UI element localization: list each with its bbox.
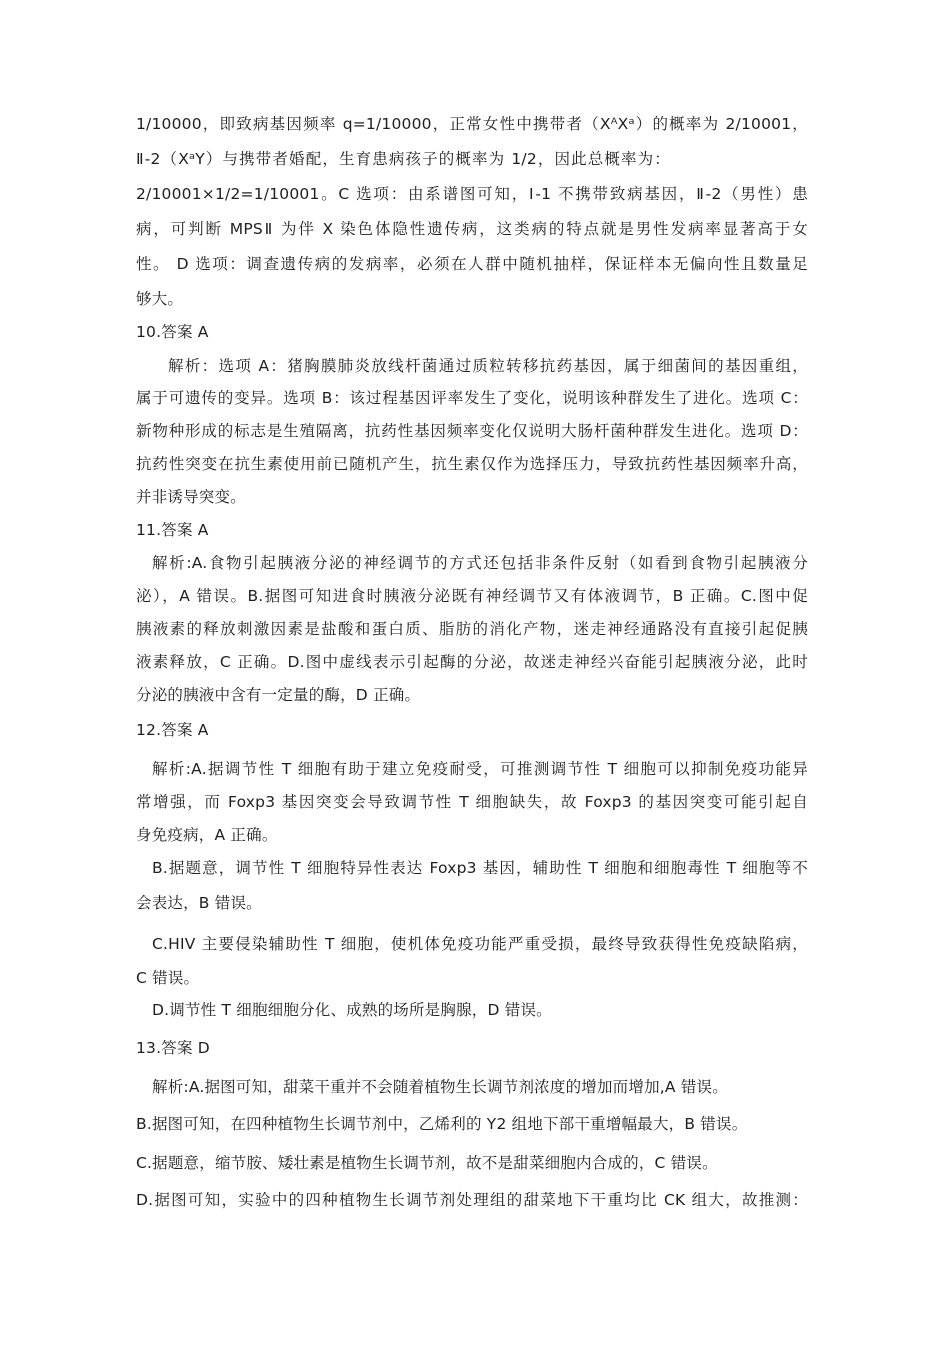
- text-line: 并非诱导突变。: [136, 488, 246, 506]
- text-line: 解析:A.据调节性 T 细胞有助于建立免疫耐受，可推测调节性 T 细胞可以抑制免疫功能异: [152, 760, 808, 778]
- text-line: D.调节性 T 细胞细胞分化、成熟的场所是胸腺，D 错误。: [152, 1001, 552, 1019]
- text-line: 2/10001×1/2=1/10001。C 选项：由系谱图可知，Ⅰ-1 不携带致病基因，Ⅱ-2（男性）患: [136, 185, 808, 203]
- text-line: 常增强，而 Foxp3 基因突变会导致调节性 T 细胞缺失，故 Foxp3 的基因突变可能引起自: [136, 793, 808, 811]
- answer-heading: 12.答案 A: [136, 721, 209, 739]
- text-line: 液素释放，C 正确。D.图中虚线表示引起酶的分泌，故迷走神经兴奋能引起胰液分泌，此时: [136, 653, 808, 671]
- answer-heading: 13.答案 D: [136, 1039, 210, 1057]
- text-line: 属于可遗传的变异。选项 B：该过程基因评率发生了变化，说明该种群发生了进化。选项 C：: [136, 389, 808, 407]
- text-line: 解析：选项 A：猪胸膜肺炎放线杆菌通过质粒转移抗药基因，属于细菌间的基因重组，: [168, 357, 808, 375]
- text-line: 病，可判断 MPSⅡ 为伴 X 染色体隐性遗传病，这类病的特点就是男性发病率显著高于女: [136, 220, 808, 238]
- text-line: 泌），A 错误。B.据图可知进食时胰液分泌既有神经调节又有体液调节，B 正确。C.图中促: [136, 587, 808, 605]
- text-line: B.据题意，调节性 T 细胞特异性表达 Foxp3 基因，辅助性 T 细胞和细胞毒性 T 细胞等不: [152, 859, 808, 877]
- text-line: C.据题意，缩节胺、矮壮素是植物生长调节剂，故不是甜菜细胞内合成的，C 错误。: [136, 1154, 718, 1172]
- text-line: 1/10000，即致病基因频率 q=1/10000，正常女性中携带者（XᴬXᵃ）的概率为 2/10001，: [136, 115, 808, 133]
- text-line: 分泌的胰液中含有一定量的酶，D 正确。: [136, 686, 421, 704]
- text-line: B.据图可知，在四种植物生长调节剂中，乙烯利的 Y2 组地下部干重增幅最大，B 错误。: [136, 1115, 748, 1133]
- text-line: 性。 D 选项：调查遗传病的发病率，必须在人群中随机抽样，保证样本无偏向性且数量足: [136, 255, 808, 273]
- text-line: Ⅱ-2（XᵃY）与携带者婚配，生育患病孩子的概率为 1/2，因此总概率为：: [136, 150, 670, 168]
- answer-heading: 11.答案 A: [136, 521, 209, 539]
- text-line: 抗药性突变在抗生素使用前已随机产生，抗生素仅作为选择压力，导致抗药性基因频率升高，: [136, 455, 808, 473]
- text-line: 胰液素的释放刺激因素是盐酸和蛋白质、脂肪的消化产物，迷走神经通路没有直接引起促胰: [136, 620, 808, 638]
- text-line: C 错误。: [136, 969, 200, 987]
- text-line: 解析:A.食物引起胰液分泌的神经调节的方式还包括非条件反射（如看到食物引起胰液分: [152, 554, 808, 572]
- text-line: 解析:A.据图可知，甜菜干重并不会随着植物生长调节剂浓度的增加而增加,A 错误。: [152, 1078, 728, 1096]
- text-line: 身免疫病，A 正确。: [136, 826, 278, 844]
- text-line: 会表达，B 错误。: [136, 894, 262, 912]
- text-line: C.HIV 主要侵染辅助性 T 细胞，使机体免疫功能严重受损，最终导致获得性免疫缺陷病，: [152, 935, 808, 953]
- text-line: 新物种形成的标志是生殖隔离，抗药性基因频率变化仅说明大肠杆菌种群发生进化。选项 D：: [136, 422, 808, 440]
- text-line: D.据图可知，实验中的四种植物生长调节剂处理组的甜菜地下干重均比 CK 组大，故推测：: [136, 1191, 808, 1209]
- text-line: 够大。: [136, 290, 184, 308]
- answer-heading: 10.答案 A: [136, 323, 209, 341]
